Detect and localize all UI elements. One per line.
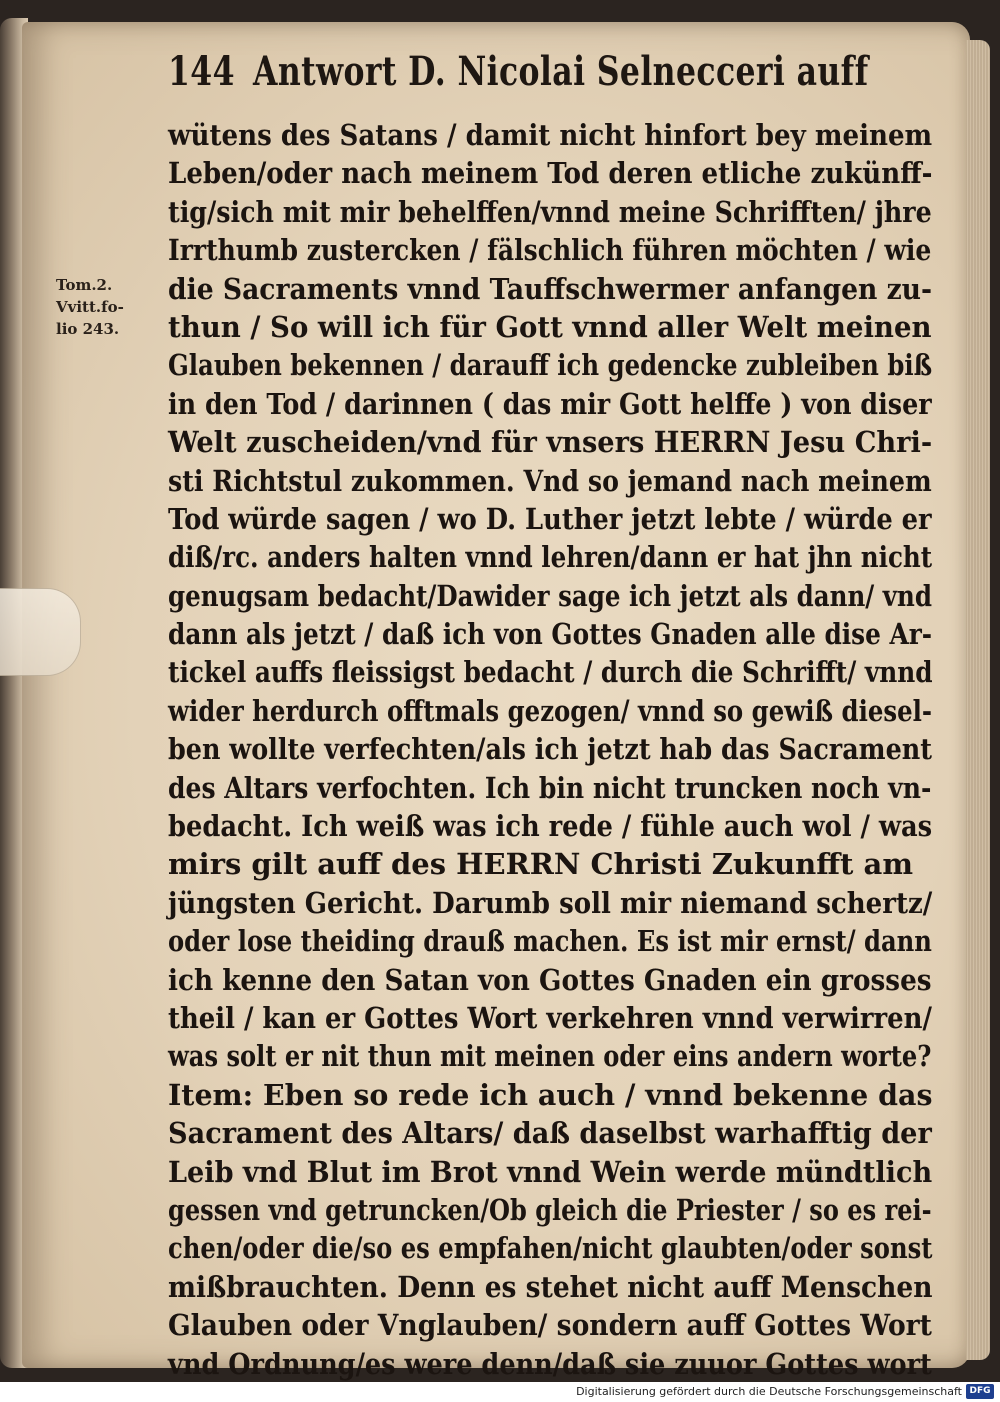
margin-note-line: lio 243. <box>56 320 120 338</box>
text-line: dann als jetzt / daß ich von Gottes Gnaden alle dise Ar- <box>168 617 933 652</box>
text-line: Leib vnd Blut im Brot vnnd Wein werde mündtlich <box>168 1154 933 1189</box>
text-line: jüngsten Gericht. Darumb soll mir niemand schertz/ <box>168 885 933 920</box>
bookmark-tab <box>0 588 81 676</box>
margin-note-line: Tom.2. <box>56 276 113 294</box>
text-line: tig/sich mit mir behelffen/vnnd meine Schrifften/ jhre <box>168 194 932 229</box>
text-line: genugsam bedacht/Dawider sage ich jetzt als dann/ vnd <box>168 578 932 613</box>
text-line: bedacht. Ich weiß was ich rede / fühle auch wol / was <box>168 809 933 844</box>
text-line: thun / So will ich für Gott vnnd aller Welt meinen <box>168 309 932 344</box>
text-line: wider herdurch offtmals gezogen/ vnnd so gewiß diesel- <box>168 693 933 728</box>
text-line: gessen vnd getruncken/Ob gleich die Priester / so es rei- <box>168 1192 932 1227</box>
text-line: Welt zuscheiden/vnd für vnsers HERRN Jesu Chri- <box>168 425 933 460</box>
text-line: des Altars verfochten. Ich bin nicht truncken noch vn- <box>168 770 932 805</box>
footer-bar <box>0 1382 1000 1402</box>
text-line: mißbrauchten. Denn es stehet nicht auff Menschen <box>168 1269 933 1304</box>
text-line: theil / kan er Gottes Wort verkehren vnnd verwirren/ <box>168 1000 932 1035</box>
text-line: diß/rc. anders halten vnnd lehren/dann er hat jhn nicht <box>168 540 933 575</box>
page-stack-edge <box>966 40 990 1360</box>
text-line: vnd Ordnung/es were denn/daß sie zuuor Gottes wort <box>168 1346 932 1381</box>
text-line: Glauben oder Vnglauben/ sondern auff Gottes Wort <box>168 1308 932 1343</box>
text-line: Glauben bekennen / darauff ich gedencke zubleiben biß <box>168 348 933 383</box>
text-line: ben wollte verfechten/als ich jetzt hab das Sacrament <box>168 732 933 767</box>
text-line: die Sacraments vnnd Tauffschwermer anfangen zu- <box>168 271 933 306</box>
footer-credit: Digitalisierung gefördert durch die Deutsche Forschungsgemeinschaft <box>576 1385 962 1398</box>
text-line: Irrthumb zustercken / fälschlich führen möchten / wie <box>168 233 932 268</box>
text-line: Tod würde sagen / wo D. Luther jetzt lebte / würde er <box>168 501 932 536</box>
text-line: Item: Eben so rede ich auch / vnnd bekenne das <box>168 1077 933 1112</box>
text-line: mirs gilt auff des HERRN Christi Zukunfft am <box>168 847 914 882</box>
text-line: chen/oder die/so es empfahen/nicht glaubten/oder sonst <box>168 1231 933 1266</box>
dfg-logo: DFG <box>966 1384 994 1399</box>
margin-note-line: Vvitt.fo- <box>56 298 124 316</box>
margin-note <box>56 274 152 340</box>
text-line: oder lose theiding drauß machen. Es ist mir ernst/ dann <box>168 924 932 959</box>
text-line: in den Tod / darinnen ( das mir Gott helffe ) von diser <box>168 386 932 421</box>
running-title: Antwort D. Nicolai Selnecceri auff <box>252 48 869 95</box>
text-line: was solt er nit thun mit meinen oder eins andern worte? <box>168 1039 932 1074</box>
page-header <box>168 48 869 95</box>
text-line: Leben/oder nach meinem Tod deren etliche zukünff- <box>168 156 933 191</box>
text-line: sti Richtstul zukommen. Vnd so jemand nach meinem <box>168 463 932 498</box>
text-line: Sacrament des Altars/ daß daselbst warhafftig der <box>168 1116 932 1151</box>
body-text <box>168 116 932 1382</box>
text-line: ich kenne den Satan von Gottes Gnaden ein grosses <box>168 962 932 997</box>
text-line: wütens des Satans / damit nicht hinfort bey meinem <box>168 118 933 152</box>
page-number: 144 <box>168 48 235 95</box>
text-line: tickel auffs fleissigst bedacht / durch die Schrifft/ vnnd <box>168 655 933 690</box>
